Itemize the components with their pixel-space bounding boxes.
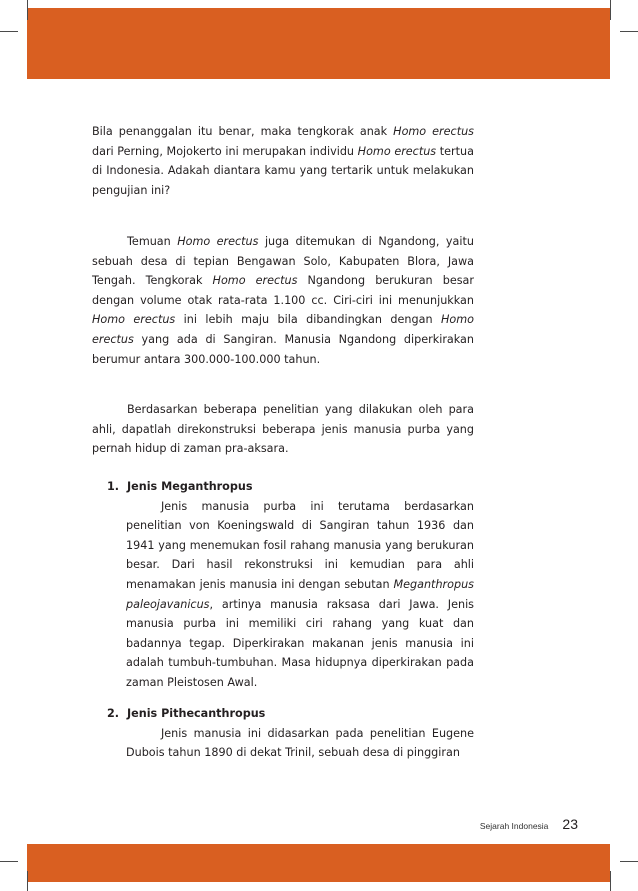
text-span: Berdasarkan beberapa penelitian yang dilakukan oleh para ahli, dapatlah direkonstruksi beberapa jenis manusia purba yang pernah hidup di zaman pra-aksara. — [92, 403, 474, 456]
text-span: , artinya manusia raksasa dari Jawa. Jenis manusia purba ini memiliki ciri rahang yang kuat dan badannya tegap. Diperkirakan makanan jenis manusia ini adalah tumbuh-tumbuhan. Masa hidupnya diperkirakan pada zaman Pleistosen Awal. — [126, 597, 474, 689]
list-item-meganthropus — [107, 477, 474, 693]
italic-term: Homo erectus — [92, 313, 176, 327]
crop-mark-bottom-right-v — [610, 871, 611, 891]
list-item-body — [126, 724, 474, 763]
list-item-heading — [107, 704, 474, 724]
crop-mark-top-right-v — [610, 0, 611, 20]
page-number: 23 — [562, 816, 578, 832]
italic-term: Homo erectus — [177, 235, 259, 248]
paragraph-perning — [92, 122, 474, 200]
text-span: tertua di Indonesia. Adakah diantara kamu yang tertarik untuk melakukan pengujian ini? — [92, 144, 474, 197]
crop-mark-bottom-left-h — [0, 861, 18, 862]
crop-mark-top-left-v — [27, 0, 28, 20]
paragraph-reconstruction — [92, 400, 474, 459]
crop-mark-top-left-h — [0, 31, 18, 32]
text-span: Ngandong berukuran besar dengan volume otak rata-rata 1.100 cc. Ciri-ciri ini menunjukkan — [92, 274, 474, 307]
paragraph-ngandong — [92, 232, 474, 369]
text-span: dari Perning, Mojokerto ini merupakan individu — [92, 144, 358, 158]
crop-mark-bottom-right-h — [620, 861, 638, 862]
italic-term: Homo erectus — [357, 144, 437, 158]
text-span: Temuan — [127, 235, 178, 248]
text-span: Jenis manusia ini didasarkan pada penelitian Eugene Dubois tahun 1890 di dekat Trinil, sebuah desa di pinggiran — [126, 726, 474, 760]
list-item-number: 2. — [107, 707, 120, 720]
italic-term: Homo erectus — [393, 125, 474, 138]
list-item-pithecanthropus — [107, 704, 474, 763]
text-span: Bila penanggalan itu benar, maka tengkorak anak — [92, 125, 394, 138]
italic-term: Meganthropus paleojavanicus — [126, 577, 474, 611]
list-item-title: Jenis Meganthropus — [127, 480, 253, 493]
book-title: Sejarah Indonesia — [479, 821, 549, 831]
header-band — [27, 8, 610, 79]
text-span: ini lebih maju bila dibandingkan dengan — [175, 313, 441, 327]
page-footer — [480, 816, 578, 834]
text-span: juga ditemukan di Ngandong, yaitu sebuah desa di tepian Bengawan Solo, Kabupaten Blora, Jawa Tengah. Tengkorak — [92, 235, 474, 288]
footer-band — [27, 844, 610, 882]
list-item-heading — [107, 477, 474, 497]
crop-mark-top-right-h — [620, 31, 638, 32]
italic-term: Homo erectus — [212, 274, 298, 288]
text-span: yang ada di Sangiran. Manusia Ngandong diperkirakan berumur antara 300.000-100.000 tahun. — [92, 332, 474, 366]
text-span: Jenis manusia purba ini terutama berdasarkan penelitian von Koeningswald di Sangiran tahun 1936 dan 1941 yang menemukan fosil rahang manusia yang berukuran besar. Dari hasil rekonstruksi ini kemudian para ahli menamakan jenis manusia ini dengan sebutan — [126, 499, 474, 591]
list-item-body — [126, 497, 474, 693]
list-item-title: Jenis Pithecanthropus — [127, 707, 266, 720]
list-item-number: 1. — [107, 480, 120, 493]
italic-term: Homo erectus — [92, 313, 474, 346]
crop-mark-bottom-left-v — [27, 871, 28, 891]
